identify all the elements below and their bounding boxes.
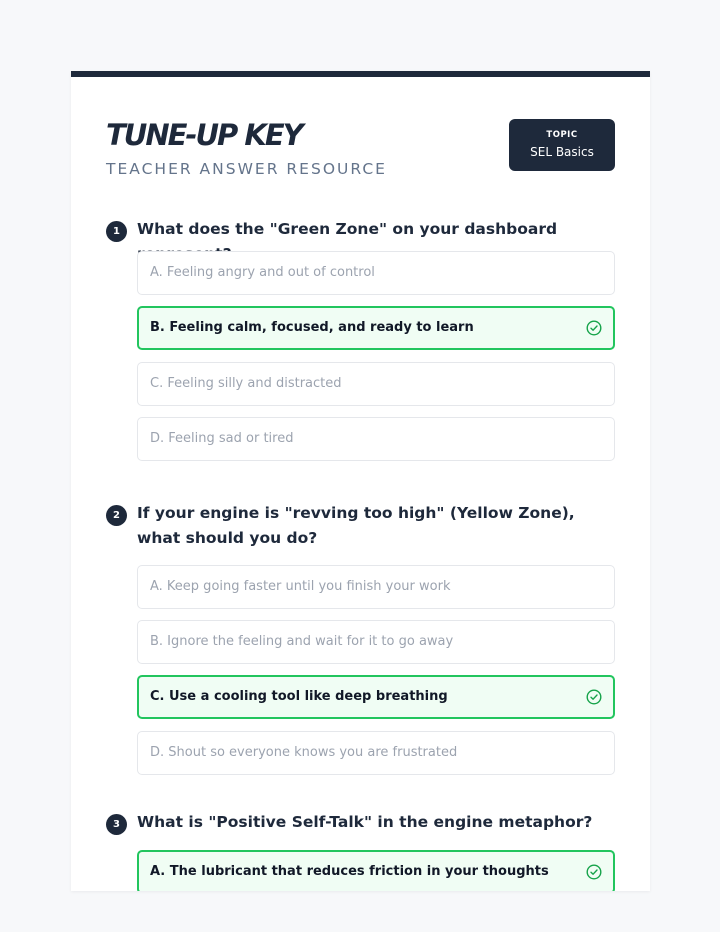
answer-option-a-correct[interactable] <box>137 850 615 891</box>
question-number: 1 <box>106 221 127 242</box>
topic-badge <box>509 119 615 171</box>
option-text: C. Feeling silly and distracted <box>150 376 342 391</box>
topic-label: TOPIC <box>546 130 578 140</box>
question-number: 3 <box>106 814 127 835</box>
option-text: C. Use a cooling tool like deep breathing <box>150 689 448 704</box>
question-text: What does the "Green Zone" on your dashboard <box>137 220 558 238</box>
option-text: A. The lubricant that reduces friction in your thoughts <box>150 864 549 879</box>
page-title: TUNE-UP KEY <box>106 118 302 152</box>
question-text: If your engine is "revving too high" (Yellow Zone), what should you do? <box>137 504 575 547</box>
answer-option-b-correct[interactable] <box>137 306 615 350</box>
option-text: A. Feeling angry and out of control <box>150 265 375 280</box>
check-circle-icon <box>586 689 602 705</box>
option-text: B. Feeling calm, focused, and ready to learn <box>150 320 474 335</box>
topic-value: SEL Basics <box>530 145 594 159</box>
answer-key-sheet <box>71 71 650 891</box>
answer-option-a[interactable] <box>137 251 615 295</box>
answer-option-c[interactable] <box>137 362 615 406</box>
option-text: D. Shout so everyone knows you are frustrated <box>150 745 458 760</box>
answer-option-b[interactable] <box>137 620 615 664</box>
answer-option-d[interactable] <box>137 731 615 775</box>
answer-option-c-correct[interactable] <box>137 675 615 719</box>
question-text: What is "Positive Self-Talk" in the engine metaphor? <box>137 813 593 831</box>
option-text: B. Ignore the feeling and wait for it to go away <box>150 634 454 649</box>
answer-option-d[interactable] <box>137 417 615 461</box>
page-subtitle: TEACHER ANSWER RESOURCE <box>106 160 387 178</box>
answer-option-a[interactable] <box>137 565 615 609</box>
header <box>106 117 615 187</box>
check-circle-icon <box>586 320 602 336</box>
option-text: A. Keep going faster until you finish your work <box>150 579 451 594</box>
question-number: 2 <box>106 505 127 526</box>
option-text: D. Feeling sad or tired <box>150 431 294 446</box>
check-circle-icon <box>586 864 602 880</box>
